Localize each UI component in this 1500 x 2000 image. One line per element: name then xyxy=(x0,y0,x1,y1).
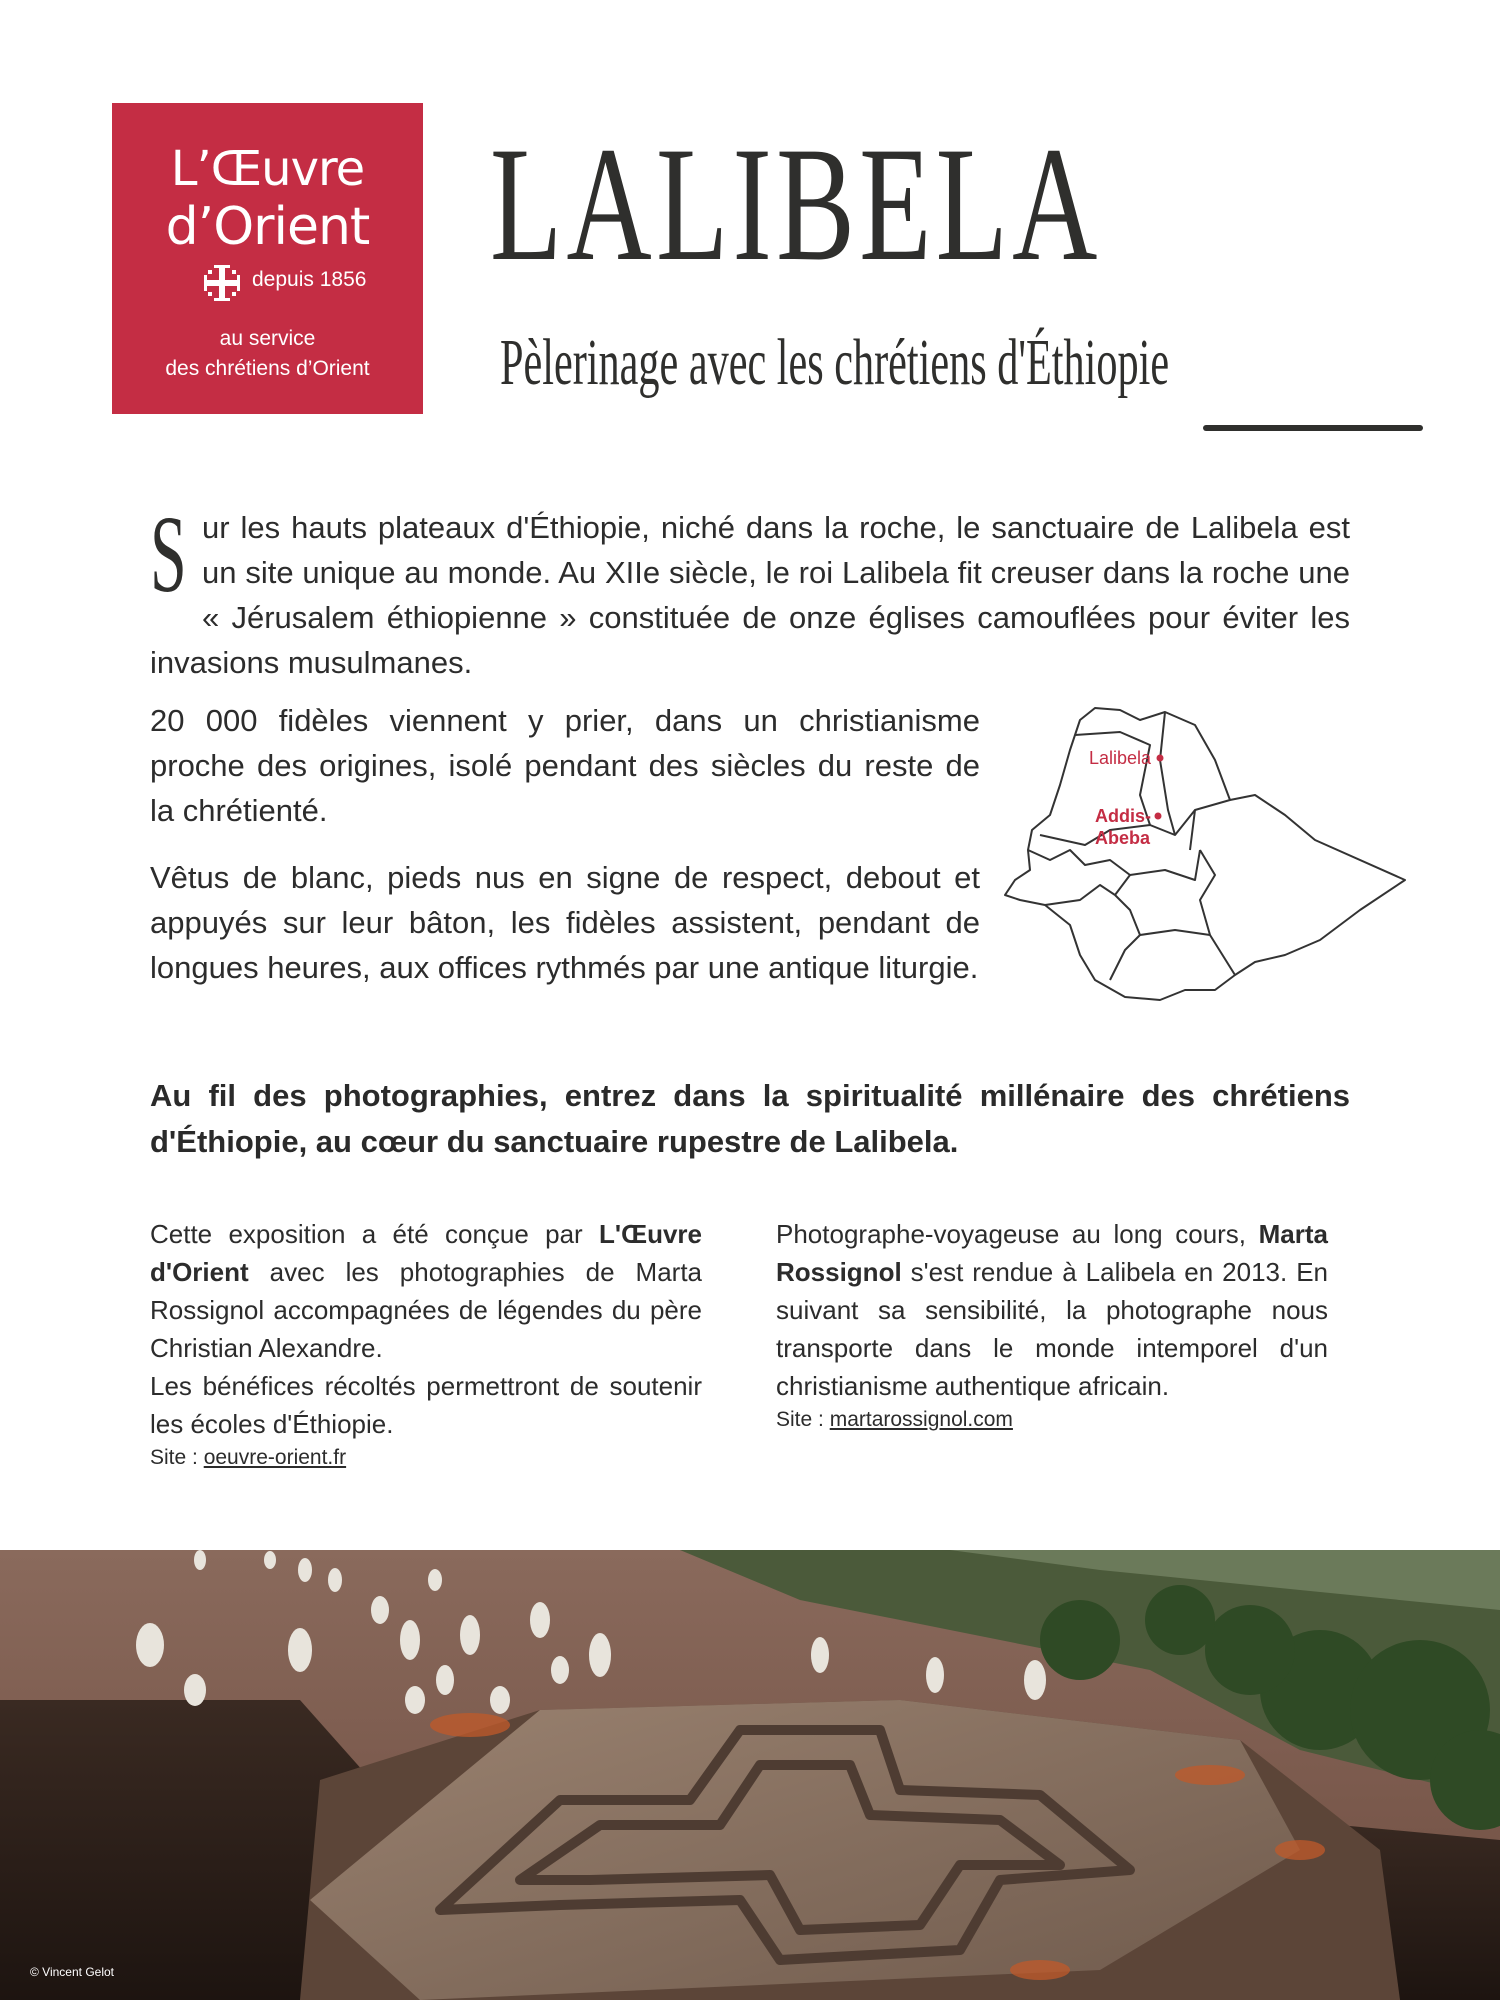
page-title: LALIBELA xyxy=(490,114,1102,295)
left-site xyxy=(150,1443,702,1473)
logo-name-line1: L’Œuvre xyxy=(170,141,365,197)
highlight-statement: Au fil des photographies, entrez dans la spiritualité millénaire des chrétiens d'Éthiopie, au cœur du sanctuaire rupestre de Lalibela. xyxy=(150,1078,1350,1159)
photographer-name: Marta Rossignol xyxy=(776,1219,1328,1287)
logo-since: depuis 1856 xyxy=(252,268,367,291)
map-label-addis-line2: Abeba xyxy=(1095,828,1151,848)
org-name: L'Œuvre d'Orient xyxy=(150,1219,702,1287)
page-subtitle: Pèlerinage avec les chrétiens d'Éthiopie xyxy=(500,326,1170,399)
logo-tagline-line1: au service xyxy=(219,327,316,350)
intro-paragraph-1-text: ur les hauts plateaux d'Éthiopie, niché dans la roche, le sanctuaire de Lalibela est un site unique au monde. Au XIIe siècle, le roi Lalibela fit creuser dans la roche une « Jérusalem éthiopienne » constituée de onze églises camouflées pour éviter les invasions musulmanes. xyxy=(150,510,1350,680)
photo-credit: © Vincent Gelot xyxy=(30,1965,114,1979)
logo-tagline-line2: des chrétiens d’Orient xyxy=(165,357,370,380)
right-column xyxy=(776,1215,1328,1435)
site-label: Site : xyxy=(150,1446,204,1469)
logo-name-line2: d’Orient xyxy=(165,197,370,257)
martarossignol-link[interactable]: martarossignol.com xyxy=(829,1408,1013,1431)
oeuvre-orient-logo xyxy=(112,103,423,414)
left-text-a: Cette exposition a été conçue par xyxy=(150,1219,600,1249)
map-label-addis-line1: Addis- xyxy=(1095,806,1151,826)
lalibela-church-photo xyxy=(0,1550,1500,2000)
ethiopia-outline xyxy=(1005,708,1405,1000)
site-label: Site : xyxy=(776,1408,830,1431)
left-column xyxy=(150,1215,702,1473)
left-column-benefits: Les bénéfices récoltés permettront de soutenir les écoles d'Éthiopie. xyxy=(150,1371,702,1439)
title-underline xyxy=(1203,425,1423,431)
right-site xyxy=(776,1405,1328,1435)
map-label-lalibela: Lalibela xyxy=(1089,748,1152,768)
right-text-a: Photographe-voyageuse au long cours, xyxy=(776,1219,1259,1249)
ethiopia-map xyxy=(1000,700,1410,1010)
intro-paragraph-2: 20 000 fidèles viennent y prier, dans un christianisme proche des origines, isolé pendant des siècles du reste de la chrétienté. xyxy=(150,703,980,828)
right-text-b: s'est rendue à Lalibela en 2013. En suivant sa sensibilité, la photographe nous transporte dans le monde intemporel d'un christianisme authentique africain. xyxy=(776,1257,1328,1401)
intro-paragraph-1 xyxy=(150,493,1350,685)
oeuvre-orient-link[interactable]: oeuvre-orient.fr xyxy=(203,1446,347,1469)
intro-paragraph-3: Vêtus de blanc, pieds nus en signe de respect, debout et appuyés sur leur bâton, les fidèles assistent, pendant de longues heures, aux offices rythmés par une antique liturgie. xyxy=(150,860,980,985)
drop-cap: S xyxy=(150,493,187,615)
left-column-text xyxy=(150,1215,702,1367)
jerusalem-cross-icon xyxy=(200,261,244,305)
right-column-text xyxy=(776,1215,1328,1405)
left-text-b: avec les photographies de Marta Rossignol accompagnées de légendes du père Christian Alexandre. xyxy=(150,1257,702,1363)
